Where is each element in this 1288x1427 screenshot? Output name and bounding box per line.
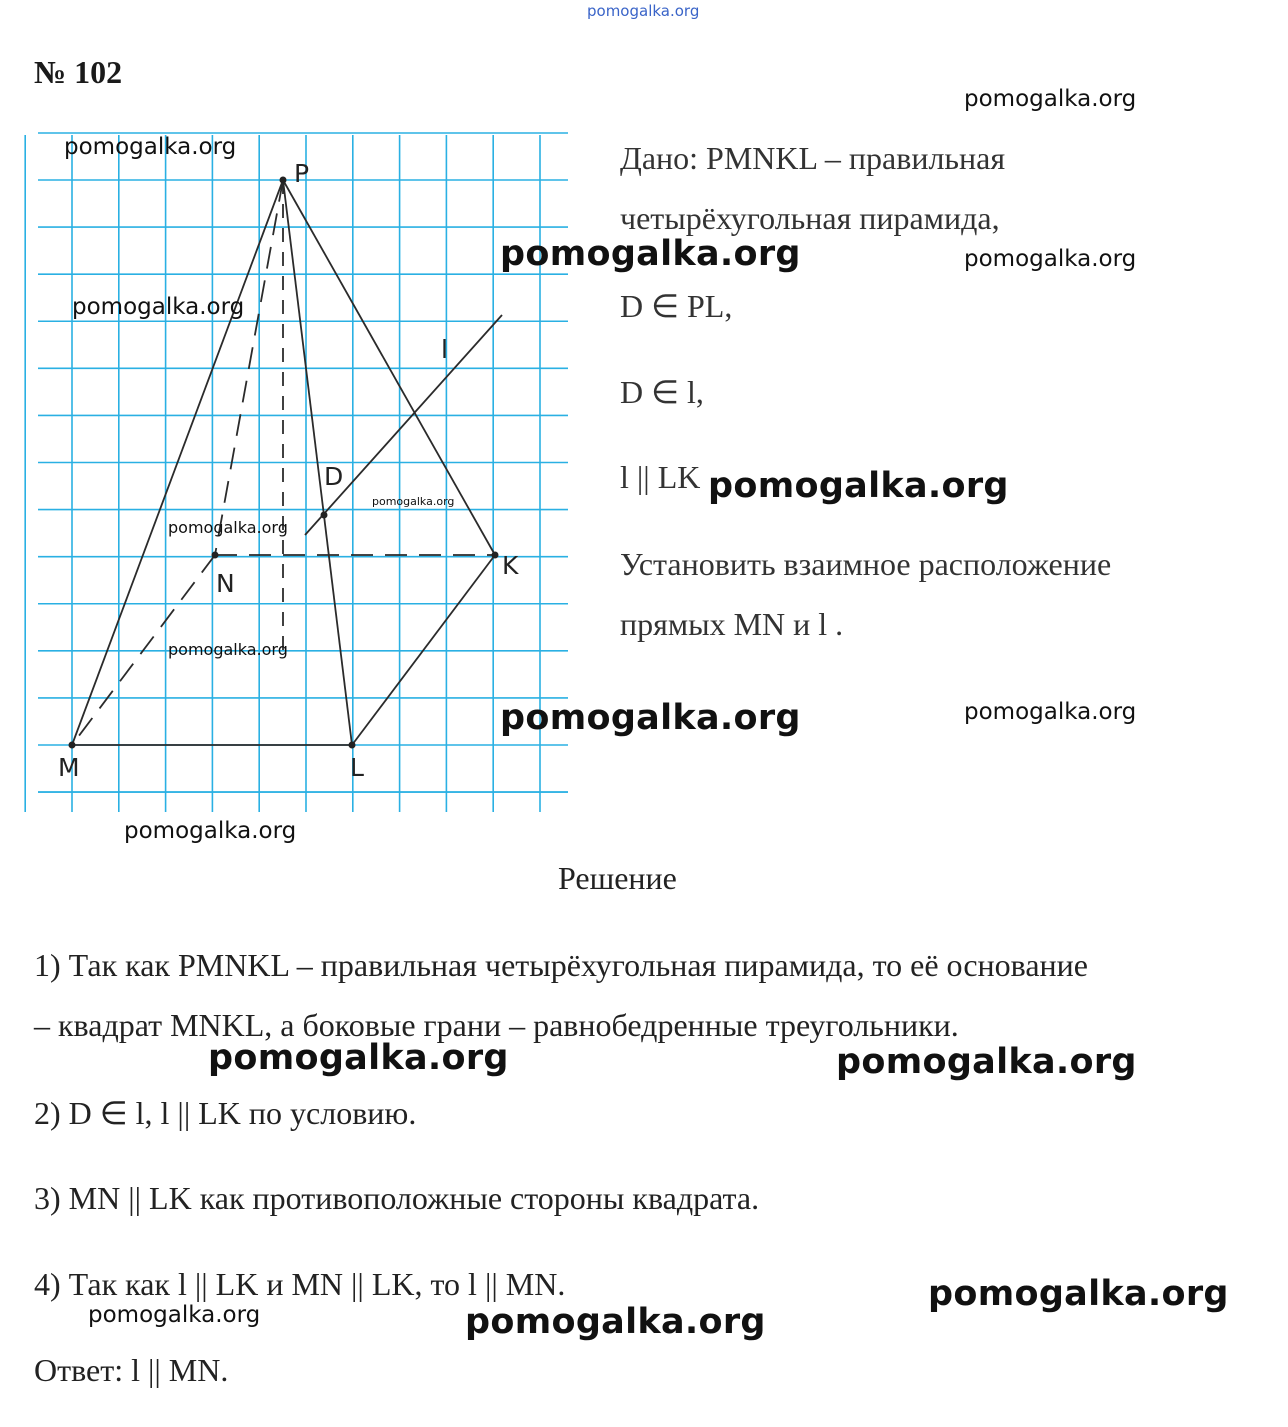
solution-step-4: 4) Так как l || LK и MN || LK, то l || MN. — [34, 1266, 566, 1302]
watermark: pomogalka.org — [168, 518, 288, 537]
watermark: pomogalka.org — [88, 1302, 261, 1328]
solution-heading: Решение — [558, 860, 677, 896]
label-p: P — [294, 159, 310, 188]
given-line-3: D ∈ PL, — [620, 288, 733, 324]
solution-step-3: 3) MN || LK как противоположные стороны квадрата. — [34, 1180, 760, 1216]
watermark: pomogalka.org — [964, 699, 1137, 725]
edge-pn-hidden — [215, 180, 283, 555]
vertex-n — [212, 552, 219, 559]
watermark: pomogalka.org — [836, 1042, 1137, 1082]
vertex-m — [69, 742, 76, 749]
watermark: pomogalka.org — [708, 466, 1009, 506]
grid — [25, 133, 568, 812]
watermark: pomogalka.org — [168, 640, 288, 659]
label-d: D — [324, 462, 344, 491]
point-d — [321, 512, 328, 519]
label-k: K — [502, 551, 519, 580]
watermark: pomogalka.org — [500, 698, 801, 738]
vertex-k — [492, 552, 499, 559]
watermark: pomogalka.org — [372, 495, 455, 508]
given-line-1: Дано: PMNKL – правильная — [620, 140, 1006, 176]
given-line-4: D ∈ l, — [620, 374, 704, 410]
watermark: pomogalka.org — [72, 294, 245, 320]
given-line-5: l || LK — [620, 459, 701, 495]
watermark: pomogalka.org — [64, 134, 237, 160]
given-line-2: четырёхугольная пирамида, — [620, 200, 1000, 236]
answer: Ответ: l || MN. — [34, 1352, 229, 1388]
solution-step-1a: 1) Так как PMNKL – правильная четырёхугольная пирамида, то её основание — [34, 947, 1088, 983]
watermark: pomogalka.org — [465, 1302, 766, 1342]
watermark: pomogalka.org — [500, 234, 801, 274]
solution-step-2: 2) D ∈ l, l || LK по условию. — [34, 1095, 417, 1131]
solution-step-1b: – квадрат MNKL, а боковые грани – равнобедренные треугольники. — [34, 1007, 959, 1043]
given-line-7: прямых MN и l . — [620, 606, 844, 642]
label-n: N — [216, 569, 235, 598]
watermark: pomogalka.org — [964, 86, 1137, 112]
watermark: pomogalka.org — [124, 818, 297, 844]
watermark: pomogalka.org — [208, 1038, 509, 1078]
label-m: M — [58, 753, 80, 782]
watermark: pomogalka.org — [928, 1274, 1229, 1314]
vertex-l — [349, 742, 356, 749]
label-l: L — [350, 753, 364, 782]
given-line-6: Установить взаимное расположение — [620, 546, 1112, 582]
top-watermark: pomogalka.org — [587, 2, 700, 20]
edge-lk — [352, 555, 495, 745]
label-l-line: l — [441, 335, 448, 364]
watermark: pomogalka.org — [964, 246, 1137, 272]
problem-number: № 102 — [34, 54, 123, 90]
vertex-p — [280, 177, 287, 184]
